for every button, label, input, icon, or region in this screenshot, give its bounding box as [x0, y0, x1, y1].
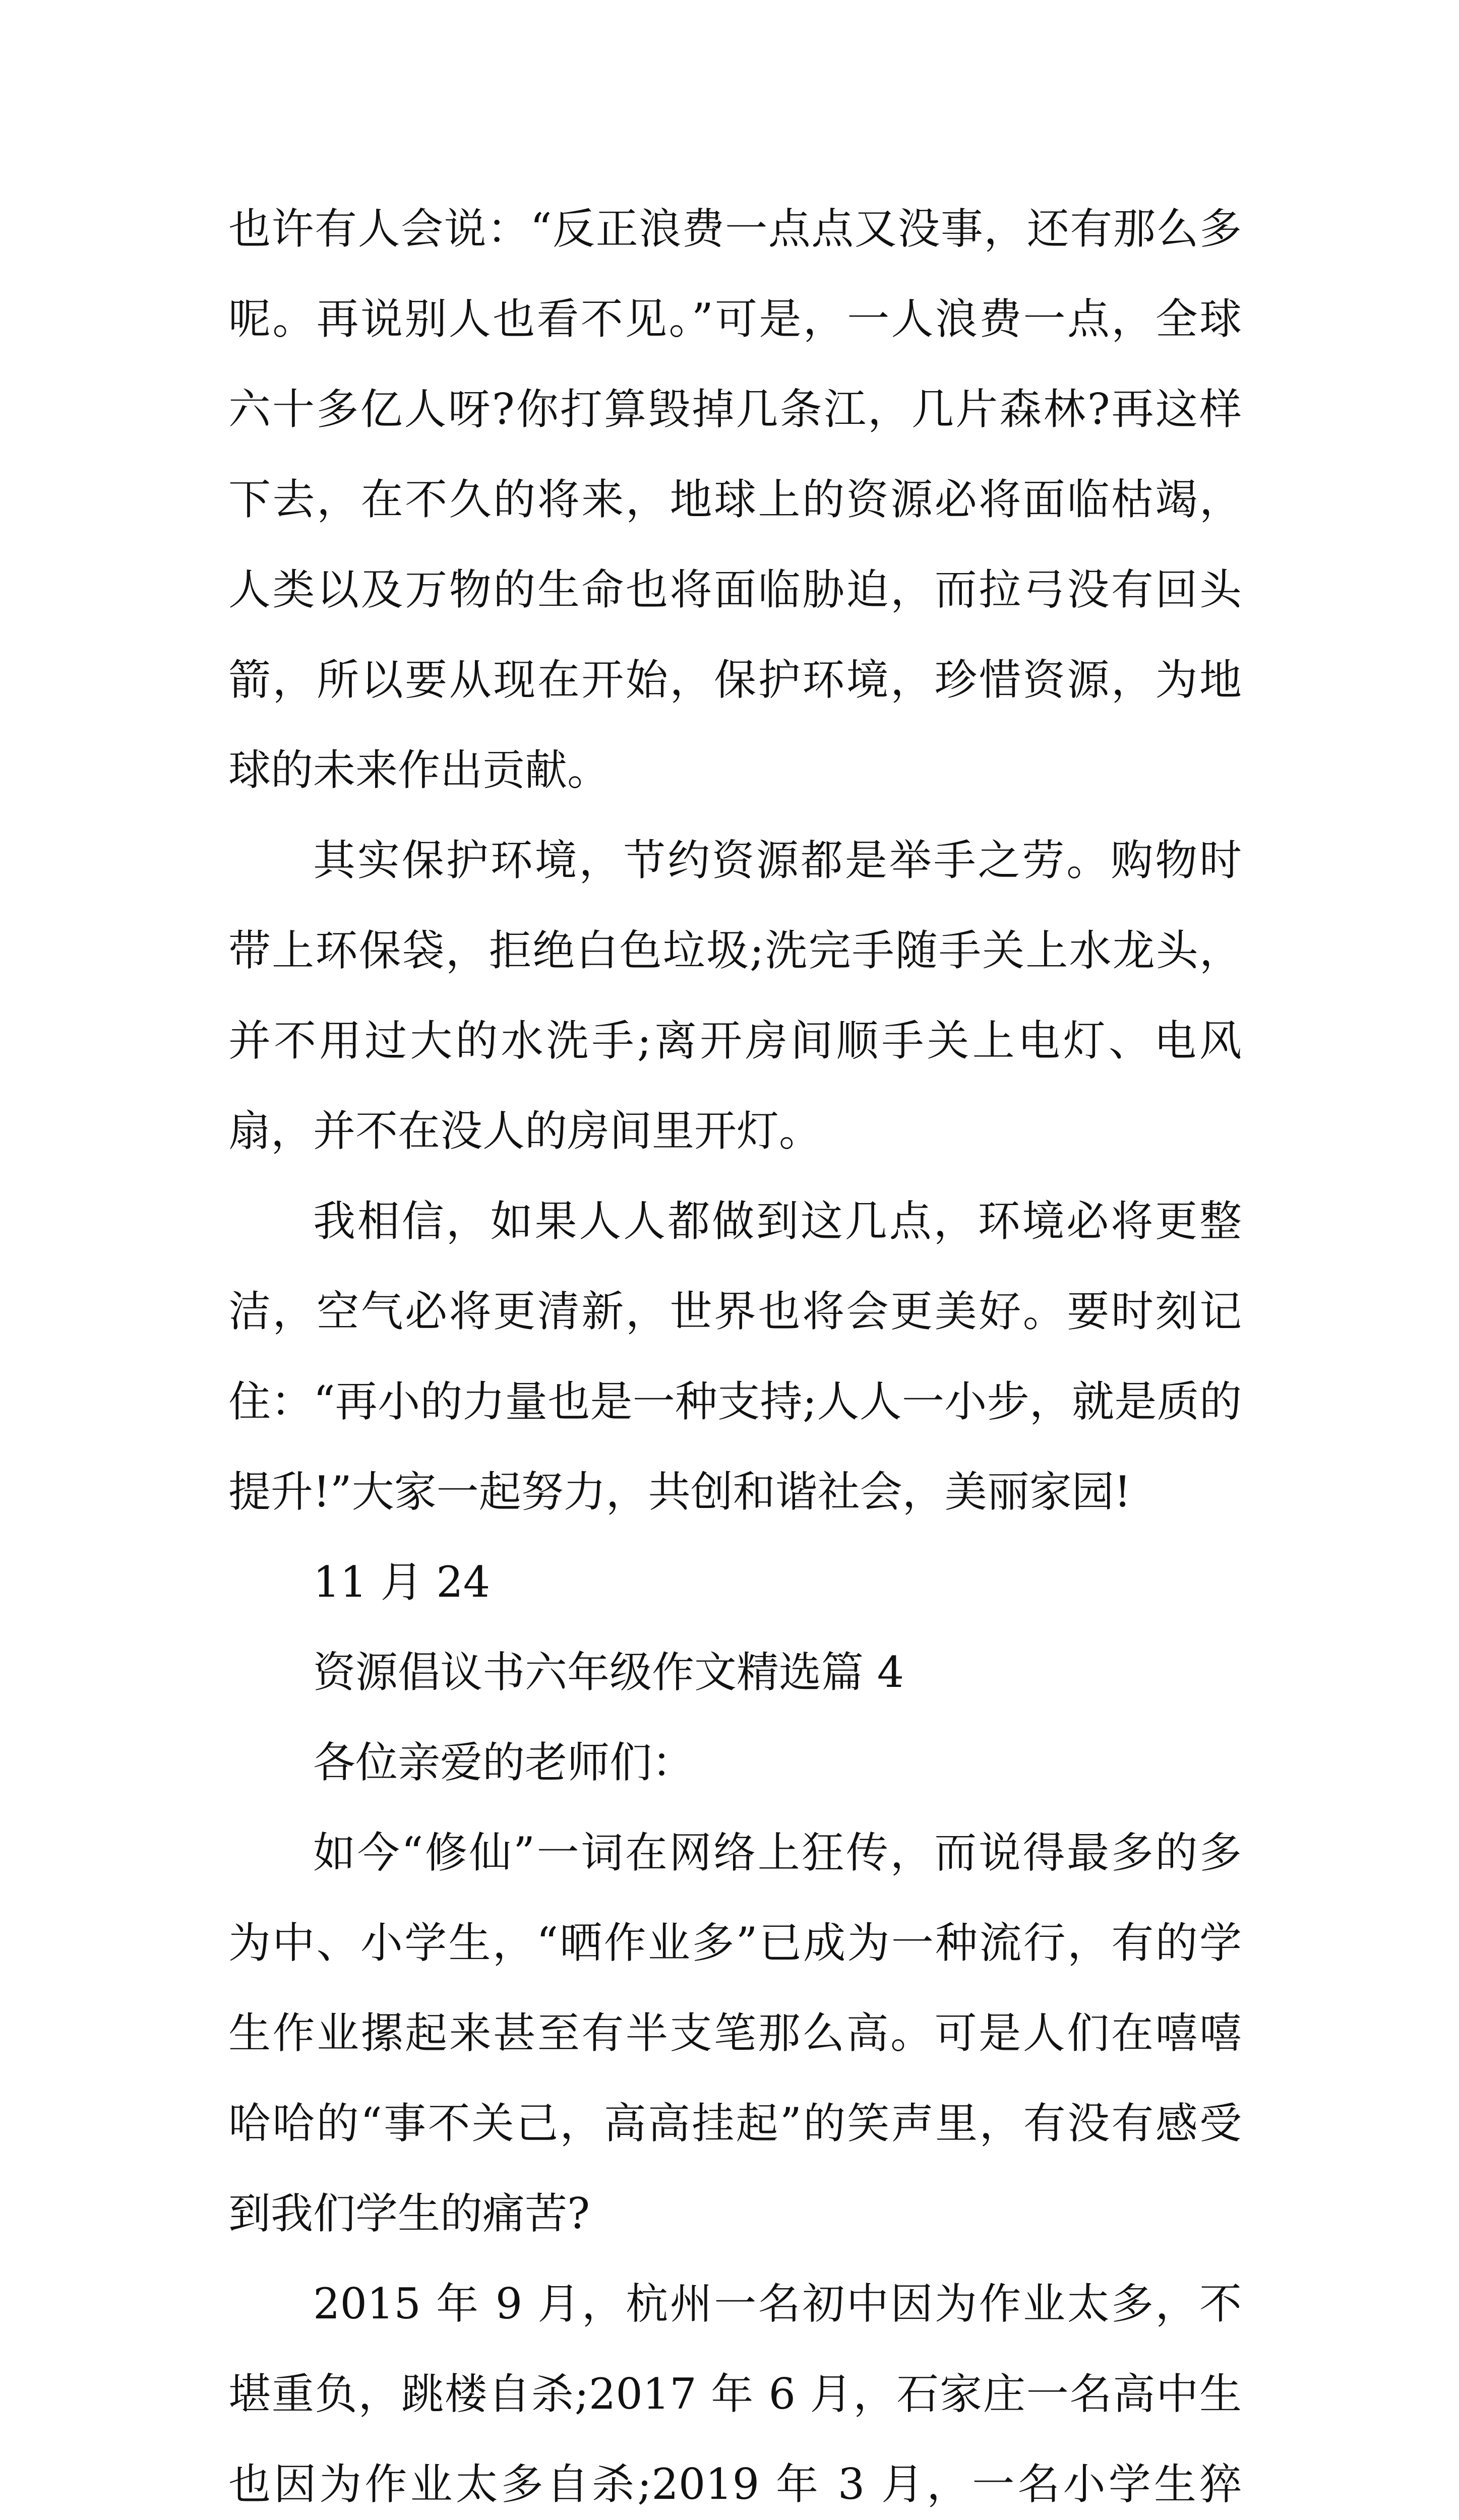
salutation: 各位亲爱的老师们： [313, 1738, 695, 1787]
paragraph-conclusion: 我相信，如果人人都做到这几点，环境必将更整洁，空气必将更清新，世界也将会更美好。要时刻记住：“再小的力量也是一种支持;人人一小步，就是质的提升!”大家一起努力，共创和谐社会，美丽家园! [228, 1196, 1242, 1517]
paragraph-waste-argument: 也许有人会说：“反正浪费一点点又没事，还有那么多呢。再说别人也看不见。”可是，一人浪费一点，全球六十多亿人呀?你打算毁掉几条江，几片森林?再这样下去，在不久的将来，地球上的资源必将面临枯竭，人类以及万物的生命也将面临胁迫，而拉弓没有回头箭，所以要从现在开始，保护环境，珍惜资源，为地球的未来作出贡献。 [228, 204, 1242, 795]
date-line: 11 月 24 [313, 1557, 491, 1607]
paragraph-easy-actions: 其实保护环境，节约资源都是举手之劳。购物时带上环保袋，拒绝白色垃圾;洗完手随手关上水龙头，并不用过大的水洗手;离开房间顺手关上电灯、电风扇，并不在没人的房间里开灯。 [228, 836, 1242, 1156]
paragraph-homework-trend: 如今“修仙”一词在网络上狂传，而说得最多的多为中、小学生，“晒作业多”已成为一种流行，有的学生作业摞起来甚至有半支笔那么高。可是人们在嘻嘻哈哈的“事不关己，高高挂起”的笑声里，有没有感受到我们学生的痛苦? [228, 1828, 1242, 2238]
document-body [228, 184, 1242, 2520]
section-heading: 资源倡议书六年级作文精选篇 4 [313, 1648, 904, 1697]
paragraph-incidents: 2015 年 9 月，杭州一名初中因为作业太多，不堪重负，跳楼自杀;2017 年 6 月，石家庄一名高中生也因为作业太多自杀;2019 年 3 月，一名小学生猝 [228, 2279, 1242, 2509]
